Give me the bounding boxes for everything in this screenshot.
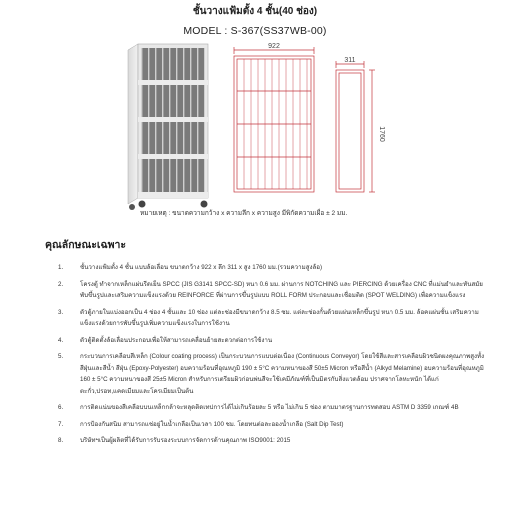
width-label: 922 xyxy=(268,43,280,50)
list-item: 1. ชั้นวางแฟ้มตั้ง 4 ชั้น แบบล้อเลื่อน ขนาดกว้าง 922 x ลึก 311 x สูง 1760 มม.(รวมความสูงล้อ) xyxy=(58,264,323,271)
product-photo xyxy=(120,40,220,212)
list-item: 6. การติดแน่นของสีเคลือบบนเหล็กกล้าจะหลุดติดเทปการได้ไม่เกินร้อยละ 5 หรือ ไม่เกิน 5 ช่อง ตามมาตรฐานการทดสอบ ASTM D 3359 เกณฑ์ 4B xyxy=(58,404,459,411)
list-item: 8. บริษัทฯเป็นผู้ผลิตที่ได้รับการรับรองระบบการจัดการด้านคุณภาพ ISO9001: 2015 xyxy=(58,437,291,444)
list-item: 2. โครงตู้ ทำจากเหล็กแผ่นรีดเย็น SPCC (JIS G3141 SPCC-SD) หนา 0.6 มม. ผ่านการ NOTCHING และ PIERCING ด้วยเครื่อง CNC ที่แม่นยำและทันสมัย พับขึ้นรูปและเสริมความแข็งแรงด้วย REINFORCE ที่ผ่านการขึ้นรูปแบบ ROLL FORM ประกอบและเชื่อมติด (SPOT WELDING) เพื่อความแข็งแรง xyxy=(58,280,483,299)
list-item: 7. การป้องกันสนิม สามารถแช่อยู่ในน้ำเกลือเป็นเวลา 100 ชม. โดยทนต่อละอองน้ำเกลือ (Salt Dip Test) xyxy=(58,420,344,428)
features-heading: คุณลักษณะเฉพาะ xyxy=(45,239,127,251)
tolerance-note: หมายเหตุ : ขนาดความกว้าง x ความลึก x ความสูง มีพิกัดความเผื่อ ± 2 มม. xyxy=(140,210,348,217)
list-item: 3. ตัวตู้ภายในแบ่งออกเป็น 4 ช่อง 4 ชั้นและ 10 ช่อง แต่ละช่องมีขนาดกว้าง 8.5 ซม. แต่ละช่องกั้นด้วยแผ่นเหล็กขึ้นรูป หนา 0.5 มม. ล้อคแผ่นชั้น เสริมความแข็งแรงด้วยการพับขึ้นรูปเพิ่มความแข็งแรงในการใช้งาน xyxy=(58,308,479,327)
list-item: 4. ตัวตู้ติดตั้งล้อเลื่อนประกอบเพื่อให้สามารถเคลื่อนย้ายสะดวกต่อการใช้งาน xyxy=(58,336,273,344)
features-list xyxy=(58,262,486,452)
product-title: ชั้นวางแฟ้มตั้ง 4 ชั้น(40 ช่อง) xyxy=(192,6,318,17)
model-number: MODEL : S-367(SS37WB-00) xyxy=(183,25,327,37)
depth-label: 311 xyxy=(344,57,356,64)
dimension-drawing xyxy=(222,40,392,200)
height-label: 1760 xyxy=(378,126,385,142)
list-item: 5. กระบวนการเคลือบสีเหล็ก (Colour coating process) เป็นกระบวนการแบบต่อเนื่อง (Continuous Conveyor) โดยใช้สีและสารเคลือบผิวชนิดผงคุณภาพสูงทั้งสีฝุ่นและสีน้ำ สีฝุ่น (Epoxy-Polyester) อบความร้อนที่อุณหภูมิ 190 ± 5°C ความหนาของสี 50±5 Micron หรือสีน้ำ (Alkyd Melamine) อบความร้อนที่อุณหภูมิ 160 ± 5°C ความหนาของสี 25±5 Micron สำหรับการเตรียมผิวก่อนพ่นสีจะใช้เคมีภัณฑ์ที่เป็นมิตรกับสิ่งแวดล้อม ปราศจากโลหะหนัก ได้แก่ ตะกั่ว,ปรอท,แคดเมียมและโครเมียมเป็นต้น xyxy=(58,353,485,395)
